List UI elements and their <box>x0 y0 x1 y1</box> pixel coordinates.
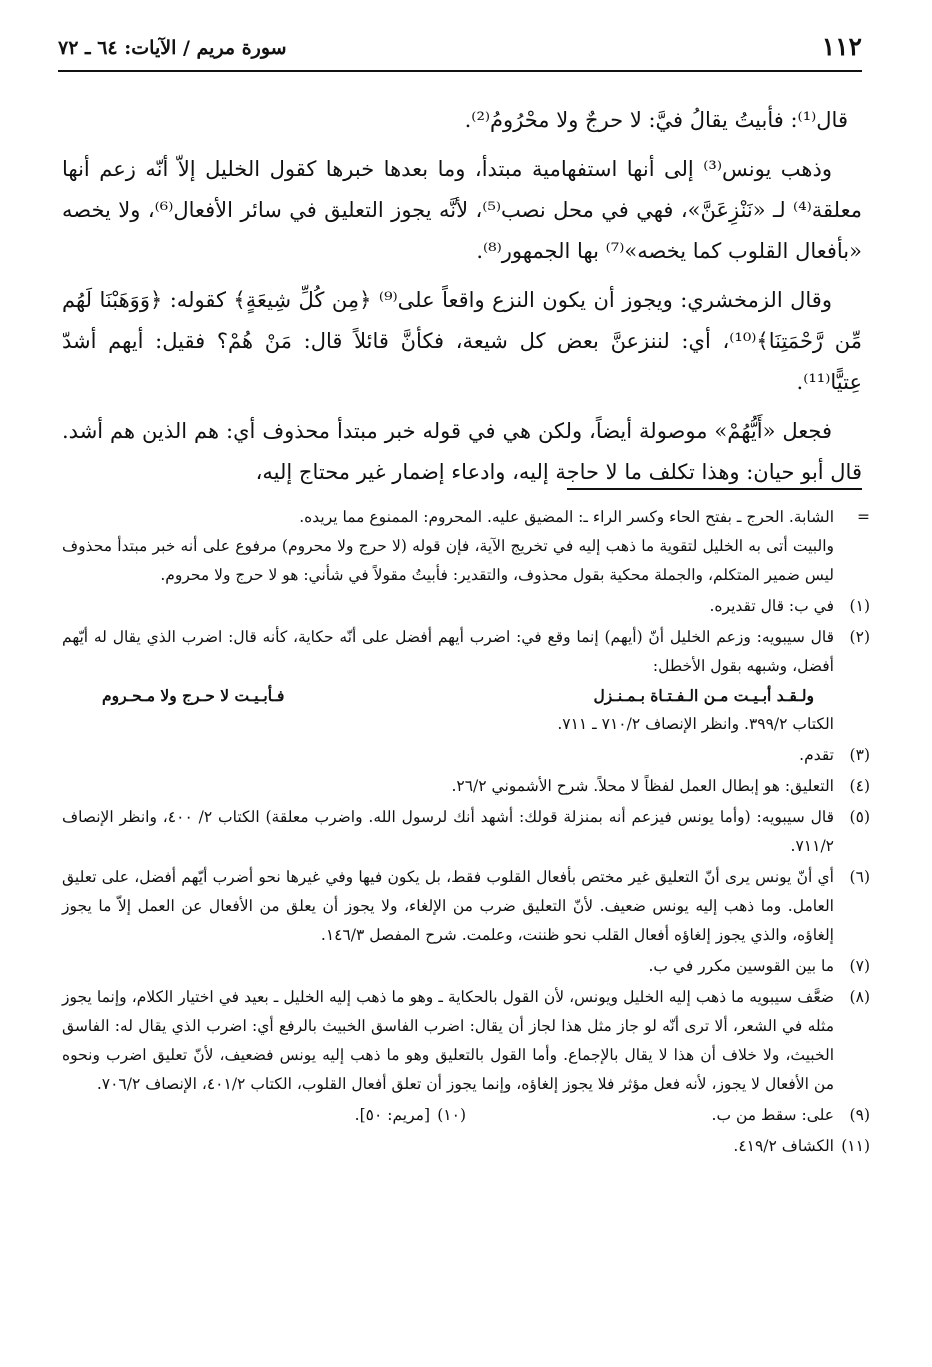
footnote-text: في ب: قال تقديره. <box>709 597 834 615</box>
footnote-3 <box>62 741 870 770</box>
footnote-5 <box>62 803 870 861</box>
footnote-label: (١) <box>849 597 870 615</box>
paragraph-3: وقال الزمخشري: ويجوز أن يكون النزع واقعاً على⁽⁹⁾ ﴿مِن كُلِّ شِيعَةٍ﴾ كقوله: ﴿وَوَهَبْنَا لَهُم مِّن رَّحْمَتِنَا﴾⁽¹⁰⁾، أي: لننزعنَّ بعض كل شيعة، فكأنَّ قائلاً قال: مَنْ هُمْ؟ فقيل: أيهم أشدّ عِتيًّا⁽¹¹⁾. <box>62 288 862 394</box>
footnote-label: (٨) <box>849 988 870 1006</box>
verse-second-hemistich: فـأبـيـت لا حـرج ولا مـحـروم <box>102 686 285 705</box>
footnote-11 <box>62 1132 870 1161</box>
footnote-text: ضعَّف سيبويه ما ذهب إليه الخليل ويونس، لأن القول بالحكاية ـ وهو ما ذهب إليه الخليل ـ بعيد في اختيار الكلام، وإنما يجوز مثله في الشعر، ألا ترى أنّه لو جاز مثل هذا لجاز أن يقال: اضرب الفاسق الخبيث بالرفع أي: اضرب الذي يقال له: الفاسق الخبيث، ولا خلاف أن هذا لا يقال بالإجماع. وأما القول بالتعليق وهو ما ذهب إليه يونس فضعيف، لأنّ تعليق اضرب ونحوه من الأفعال لا يجوز، لأنه فعل مؤثر فلا يجوز إلغاؤه، وإنما يجوز أن تعلق أفعال القلوب، الكتاب ٤٠١/٢، الإنصاف ٧٠٦/٢. <box>62 988 835 1093</box>
footnote-8 <box>62 983 870 1099</box>
footnote-text: أي أنّ يونس يرى أنّ التعليق غير مختص بأفعال القلوب فقط، بل يكون فيها وفي غيرها نحو أضرب أيّهم أفضل، على تعليق العامل. وما ذهب إليه يونس ضعيف. لأنّ التعليق ضرب من الإلغاء، ولا يجوز أن يعلق من الأفعال عن العمل إلاّ ما يجوز إلغاؤه، والذي يجوز إلغاؤه أفعال القلب نحو ظننت، وعلمت. شرح المفصل ١٤٦/٣. <box>62 868 834 944</box>
footnote-text: والبيت أتى به الخليل لتقوية ما ذهب إليه في تخريج الآية، فإن قوله (لا حرج ولا محروم) مرفوع على أنه خبر مبتدأ محذوف ليس ضمير المتكلم، والجملة محكية بقول محذوف، والتقدير: فأبيتُ مقولاً في شأني: هو لا حرج ولا محروم. <box>62 537 834 584</box>
footnote-6 <box>62 863 870 950</box>
footnote-label: = <box>857 508 870 526</box>
footnote-label: (٢) <box>849 628 870 646</box>
footnote-2 <box>62 623 870 739</box>
footnote-label: (٦) <box>849 868 870 886</box>
footnote-reference: الكتاب ٣٩٩/٢. وانظر الإنصاف ٧١٠/٢ ـ ٧١١. <box>557 715 834 733</box>
footnote-label: (٩) <box>849 1106 870 1124</box>
footnote-9 <box>466 1101 870 1130</box>
footnote-label: (٧) <box>849 957 870 975</box>
footnote-continuation <box>62 503 870 590</box>
footnote-label: (١١) <box>841 1137 870 1155</box>
page-number: ١١٢ <box>821 32 862 61</box>
footnote-text: التعليق: هو إبطال العمل لفظاً لا محلاً. شرح الأشموني ٢٦/٢. <box>451 777 834 795</box>
footnote-7 <box>62 952 870 981</box>
footnote-row <box>62 1101 870 1132</box>
footnote-label: (١٠) <box>437 1106 466 1124</box>
footnote-text: ما بين القوسين مكرر في ب. <box>648 957 834 975</box>
footnote-label: (٤) <box>849 777 870 795</box>
footnote-label: (٥) <box>849 808 870 826</box>
footnote-separator <box>567 488 862 490</box>
paragraph-4: فجعل «أَيُّهُمْ» موصولة أيضاً، ولكن هي في قوله خبر مبتدأ محذوف أي: هم الذين هم أشد. قال أبو حيان: وهذا تكلف ما لا حاجة إليه، وادعاء إضمار غير محتاج إليه، <box>62 419 862 484</box>
footnote-10 <box>62 1101 466 1130</box>
footnote-text: على: سقط من ب. <box>711 1106 834 1124</box>
footnote-text: قال سيبويه: وزعم الخليل أنّ (أيهم) إنما وقع في: اضرب أيهم أفضل على أنّه حكاية، كأنه قال: اضرب الذي يقال له أيّهم أفضل، وشبهه بقول الأخطل: <box>62 628 834 675</box>
page-header <box>58 30 862 72</box>
footnotes <box>62 503 870 1163</box>
footnote-text: الكشاف ٤١٩/٢. <box>733 1137 834 1155</box>
verse-first-hemistich: ولـقـد أبـيـت مـن الـفـتـاة بـمـنـزل <box>593 686 814 705</box>
footnote-text: الشابة. الحرج ـ بفتح الحاء وكسر الراء ـ: المضيق عليه. المحروم: الممنوع مما يريده. <box>299 508 834 526</box>
main-text <box>62 100 862 501</box>
paragraph-2: وذهب يونس⁽³⁾ إلى أنها استفهامية مبتدأ، وما بعدها خبرها كقول الخليل إلاّ أنّه زعم أنها معلقة⁽⁴⁾ لـ «نَنْزِعَنَّ»، فهي في محل نصب⁽⁵⁾، لأنَّه يجوز التعليق في سائر الأفعال⁽⁶⁾، ولا يخصه «بأفعال القلوب كما يخصه»⁽⁷⁾ بها الجمهور⁽⁸⁾. <box>62 157 862 263</box>
footnote-text: قال سيبويه: (وأما يونس فيزعم أنه بمنزلة قولك: أشهد أنك لرسول الله. واضرب معلقة) الكتاب ٢/ ٤٠٠، وانظر الإنصاف ٧١١/٢. <box>62 808 835 855</box>
running-title: سورة مريم / الآيات: ٦٤ ـ ٧٢ <box>58 37 287 59</box>
paragraph-1: قال⁽¹⁾: فأبيتُ يقالُ فيَّ: لا حرجٌ ولا محْرُومُ⁽²⁾. <box>464 108 848 132</box>
footnote-1 <box>62 592 870 621</box>
footnote-text: [مريم: ٥٠]. <box>354 1106 430 1124</box>
footnote-text: تقدم. <box>799 746 834 764</box>
poetry-verse <box>62 681 834 710</box>
footnote-4 <box>62 772 870 801</box>
footnote-label: (٣) <box>849 746 870 764</box>
